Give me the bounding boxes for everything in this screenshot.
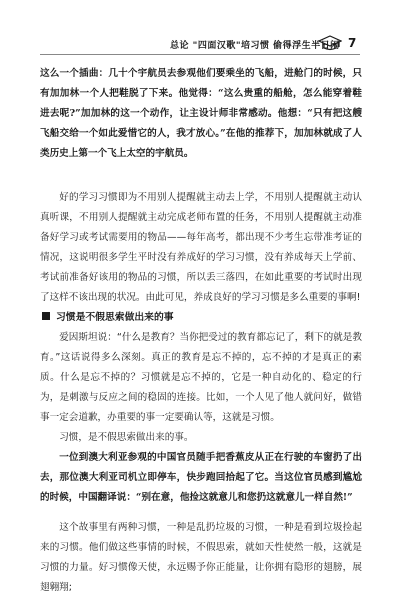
black-square-icon	[42, 312, 50, 320]
story-paragraph-gagarin: 这么一个插曲：几十个宇航员去参观他们要乘坐的飞船，进舱门的时候，只有加加林一个人把鞋脱了下来。他觉得：“这么贵重的船舱，怎么能穿着鞋进去呢?”加加林的这一个动作，让主设计师非常感动。他想：“只有把这艘飞船交给一个如此爱惜它的人，我才放心。”在他的推荐下，加加林就成了人类历史上第一个飞上太空的宇航员。	[40, 68, 362, 159]
body-paragraph-einstein: 爱因斯坦说：“什么是教育？当你把受过的教育都忘记了，剩下的就是教育。”这话说得多么深刻。真正的教育是忘不掉的，忘不掉的才是真正的素质。什么是忘不掉的？习惯就是忘不掉的，它是一种自动化的、稳定的行为，是刺激与反应之间的稳固的连接。比如，一个人见了他人就问好，做错事一定会道歉，办重要的事一定要确认等，这就是习惯。	[40, 332, 362, 423]
section-heading-text: 习惯是不假思索做出来的事	[56, 312, 174, 323]
body-paragraph-two-habits: 这个故事里有两种习惯，一种是乱扔垃圾的习惯，一种是看到垃圾捡起来的习惯。他们做这些事情的时候，不假思索，就如天性使然一般，这就是习惯的力量。好习惯像天使，永远赐予你正能量，让你拥有隐形的翅膀，展翅翱翔;	[40, 522, 362, 593]
graduation-cap-icon	[318, 34, 342, 52]
running-title: 总论 "四面汉歌"培习惯 偷得浮生半日闲	[170, 41, 340, 51]
page-body	[40, 64, 362, 598]
body-paragraph-definition: 习惯，是不假思索做出来的事。	[59, 432, 194, 443]
story-paragraph-banana: 一位到澳大利亚参观的中国官员随手把香蕉皮从正在行驶的车窗扔了出去，那位澳大利亚司机立即停车，快步跑回拾起了它。当这位官员感到尴尬的时候，中国翻译说：“别在意，他捡这就意儿和您扔这就意儿一样自然!”	[40, 452, 362, 503]
header-rule	[40, 54, 360, 55]
section-heading	[40, 308, 362, 328]
body-paragraph-study-habits: 好的学习习惯即为不用别人提醒就主动去上学，不用别人提醒就主动认真听课，不用别人提醒就主动完成老师布置的任务，不用别人提醒就主动准备好学习或考试需要用的物品——每年高考，都出现不少考生忘带准考证的情况，这说明很多学生平时没有养成好的学习习惯，没有养成每天上学前、考试前准备好该用的物品的习惯，所以丢三落四，在如此重要的考试时出现了这样不该出现的状况。由此可见，养成良好的学习习惯是多么重要的事啊!	[40, 192, 362, 303]
page-header	[0, 34, 400, 56]
page-number: 7	[348, 36, 357, 50]
